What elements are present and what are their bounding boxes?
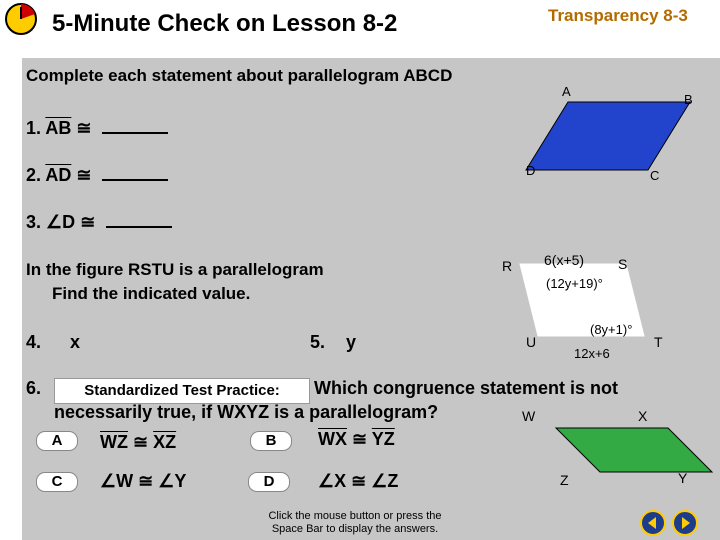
vertex-label-c: C: [650, 168, 660, 183]
congruent-symbol: ≅: [80, 212, 96, 232]
angle-label: ∠D: [46, 212, 76, 232]
expr-bottom-side: 12x+6: [574, 346, 610, 361]
congruent-symbol: ≅: [76, 118, 92, 138]
slide-header: [0, 0, 720, 58]
vertex-label-x: X: [638, 408, 648, 424]
segment-label: $\overline{AD}$: [45, 165, 72, 185]
question-5-number: 5.: [310, 332, 326, 352]
question-5-variable: y: [346, 332, 357, 352]
congruent-symbol: ≅: [76, 165, 92, 185]
arrow-left-icon: [642, 512, 664, 534]
vertex-label-u: U: [526, 334, 537, 350]
segment-label: $\overline{AB}$: [45, 118, 72, 138]
item-number: 3.: [26, 212, 42, 232]
rstu-line-1: In the figure RSTU is a parallelogram: [26, 260, 324, 279]
footer-instructions: Click the mouse button or press the Space Bar to display the answers.: [268, 510, 442, 535]
option-a-statement: $\overline{WZ}$ ≅ $\overline{XZ}$: [100, 432, 177, 452]
question-4-variable: x: [70, 332, 81, 352]
question-6-number: 6.: [26, 378, 42, 398]
item-3: [26, 210, 172, 233]
vertex-label-y: Y: [678, 470, 688, 486]
option-d-statement: ∠X ≅ ∠Z: [318, 471, 399, 491]
question-6-line-2: necessarily true, if WXYZ is a parallelogram?: [54, 402, 439, 422]
item-2: [26, 163, 168, 186]
vertex-label-t: T: [654, 334, 663, 350]
item-number: 2.: [26, 165, 42, 185]
answer-blank: [106, 210, 172, 228]
expr-top-side: 6(x+5): [544, 252, 585, 268]
option-c-button[interactable]: C: [36, 472, 78, 492]
item-number: 1.: [26, 118, 42, 138]
vertex-label-b: B: [684, 92, 693, 107]
vertex-label-z: Z: [560, 472, 569, 488]
vertex-label-w: W: [522, 408, 536, 424]
expr-angle-u: (8y+1)°: [590, 322, 633, 337]
transparency-label: Transparency 8-3: [548, 6, 688, 25]
vertex-label-s: S: [618, 256, 628, 272]
option-c-statement: ∠W ≅ ∠Y: [100, 471, 187, 491]
standardized-test-badge: Standardized Test Practice:: [54, 378, 310, 404]
clock-icon: [4, 2, 38, 36]
vertex-label-d: D: [526, 163, 536, 178]
expr-angle-s: (12y+19)°: [546, 276, 603, 291]
answer-blank: [102, 116, 168, 134]
previous-slide-button[interactable]: [640, 510, 666, 536]
vertex-label-a: A: [562, 84, 571, 99]
option-b-statement: $\overline{WX}$ ≅ $\overline{YZ}$: [318, 429, 395, 449]
page-title: 5-Minute Check on Lesson 8-2: [52, 10, 398, 37]
arrow-right-icon: [674, 512, 696, 534]
next-slide-button[interactable]: [672, 510, 698, 536]
question-4-number: 4.: [26, 332, 42, 352]
question-6-line-1: Which congruence statement is not: [314, 378, 619, 398]
answer-blank: [102, 163, 168, 181]
option-b-button[interactable]: B: [250, 431, 292, 451]
option-a-button[interactable]: A: [36, 431, 78, 451]
intro-text: Complete each statement about parallelogram ABCD: [26, 66, 453, 85]
option-d-button[interactable]: D: [248, 472, 290, 492]
vertex-label-r: R: [502, 258, 513, 274]
rstu-line-2: Find the indicated value.: [52, 284, 251, 303]
item-1: [26, 116, 168, 139]
parallelogram-wxyz: [548, 420, 720, 480]
